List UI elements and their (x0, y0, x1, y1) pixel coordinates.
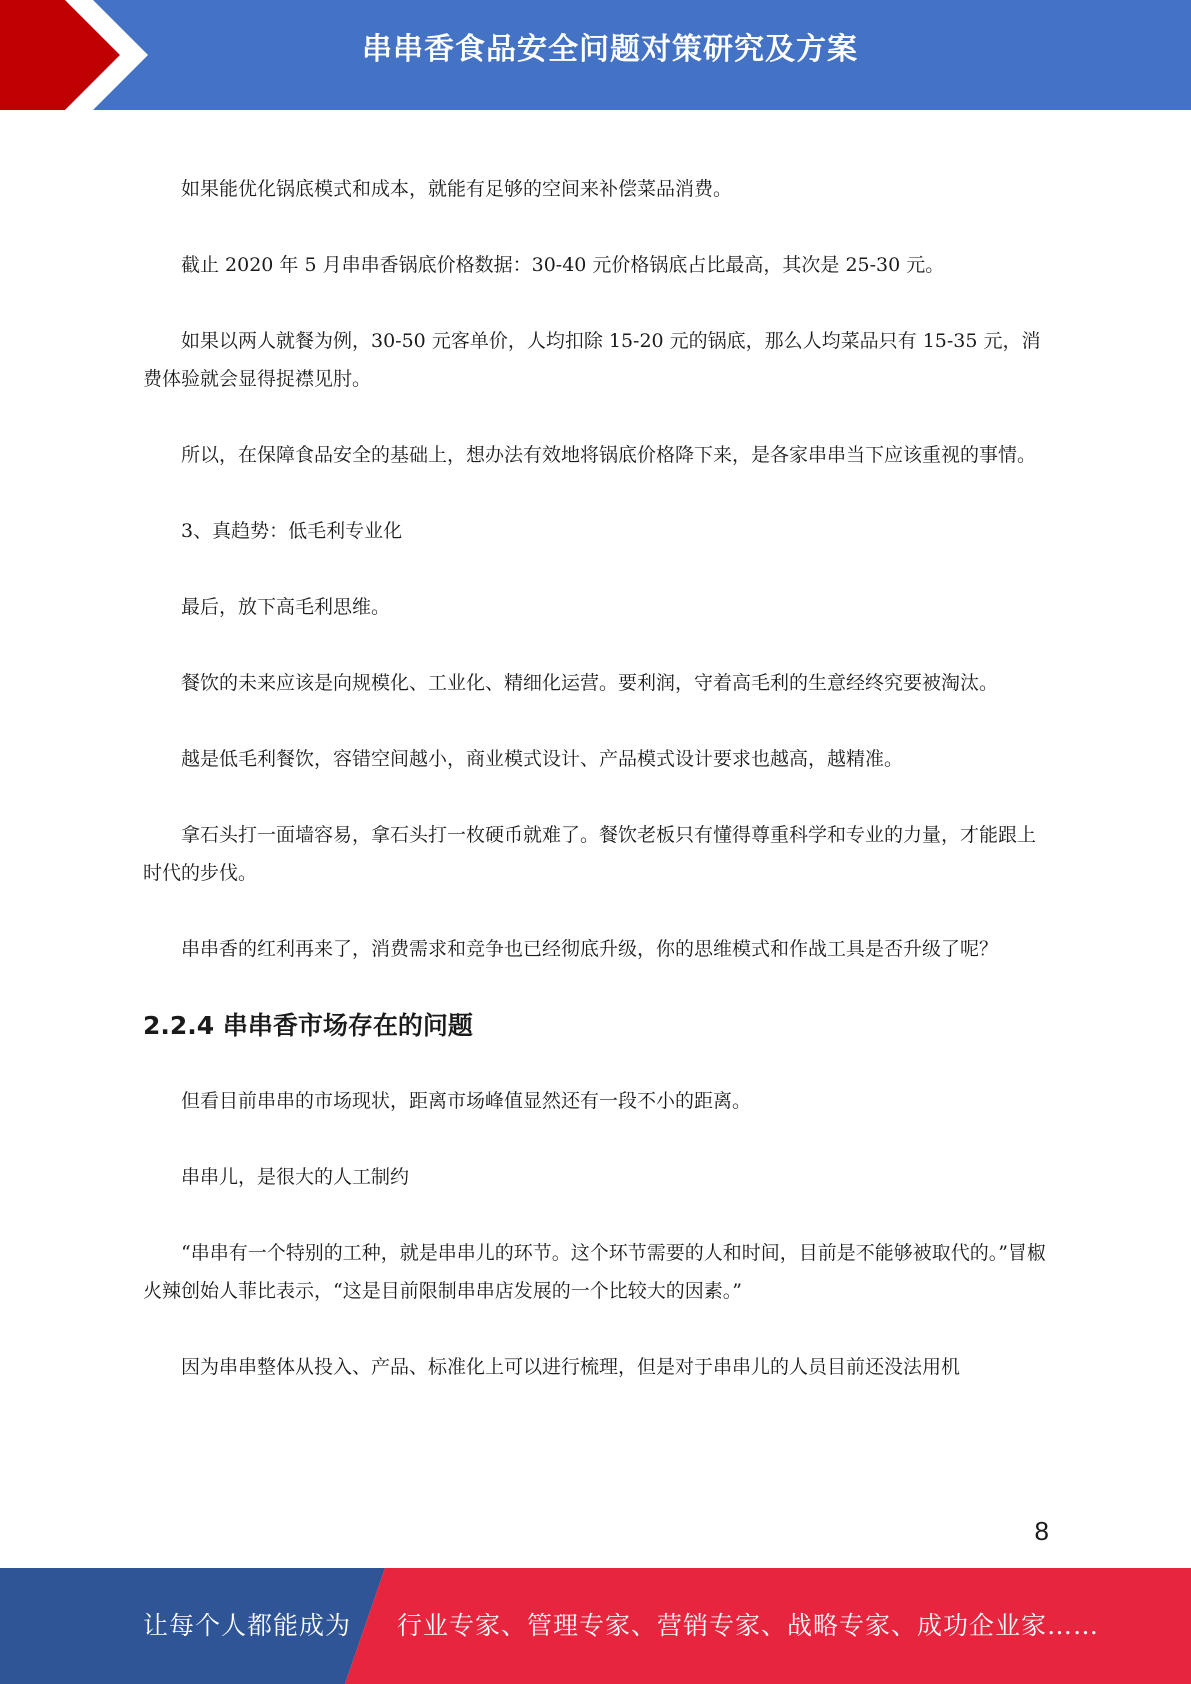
page-content (143, 170, 1047, 1424)
header-arrow-decoration (0, 0, 160, 110)
document-title: 串串香食品安全问题对策研究及方案 (362, 32, 858, 67)
section-heading: 2.2.4 串串香市场存在的问题 (143, 1011, 473, 1040)
paragraph: 所以，在保障食品安全的基础上，想办法有效地将锅底价格降下来，是各家串串当下应该重视的事情。 (181, 444, 1037, 466)
paragraph: 越是低毛利餐饮，容错空间越小，商业模式设计、产品模式设计要求也越高，越精准。 (181, 748, 904, 770)
paragraph: 拿石头打一面墙容易，拿石头打一枚硬币就难了。餐饮老板只有懂得尊重科学和专业的力量，才能跟上时代的步伐。 (143, 824, 1037, 884)
paragraph: 但看目前串串的市场现状，距离市场峰值显然还有一段不小的距离。 (181, 1090, 752, 1112)
paragraph: 餐饮的未来应该是向规模化、工业化、精细化运营。要利润，守着高毛利的生意经终究要被淘汰。 (181, 672, 999, 694)
paragraph: 截止 2020 年 5 月串串香锅底价格数据：30-40 元价格锅底占比最高，其次是 25-30 元。 (181, 254, 945, 276)
paragraph: 串串香的红利再来了，消费需求和竞争也已经彻底升级，你的思维模式和作战工具是否升级了呢？ (181, 938, 999, 960)
subheading-paragraph: 3、真趋势：低毛利专业化 (181, 520, 403, 542)
page-header (0, 0, 1191, 110)
footer-slogan-right: 行业专家、管理专家、营销专家、战略专家、成功企业家…… (397, 1611, 1100, 1640)
paragraph: 如果能优化锅底模式和成本，就能有足够的空间来补偿菜品消费。 (181, 178, 733, 200)
paragraph: 如果以两人就餐为例，30-50 元客单价，人均扣除 15-20 元的锅底，那么人均菜品只有 15-35 元，消费体验就会显得捉襟见肘。 (143, 330, 1041, 390)
page-footer (0, 1568, 1191, 1684)
page-number: 8 (1034, 1516, 1049, 1546)
paragraph: 最后，放下高毛利思维。 (181, 596, 391, 618)
paragraph: 因为串串整体从投入、产品、标准化上可以进行梳理，但是对于串串儿的人员目前还没法用机 (181, 1356, 961, 1378)
paragraph: 串串儿，是很大的人工制约 (181, 1166, 410, 1188)
footer-slogan-left: 让每个人都能成为 (143, 1611, 352, 1640)
paragraph: “串串有一个特别的工种，就是串串儿的环节。这个环节需要的人和时间，目前是不能够被取代的。”冒椒火辣创始人菲比表示，“这是目前限制串串店发展的一个比较大的因素。” (143, 1242, 1046, 1302)
